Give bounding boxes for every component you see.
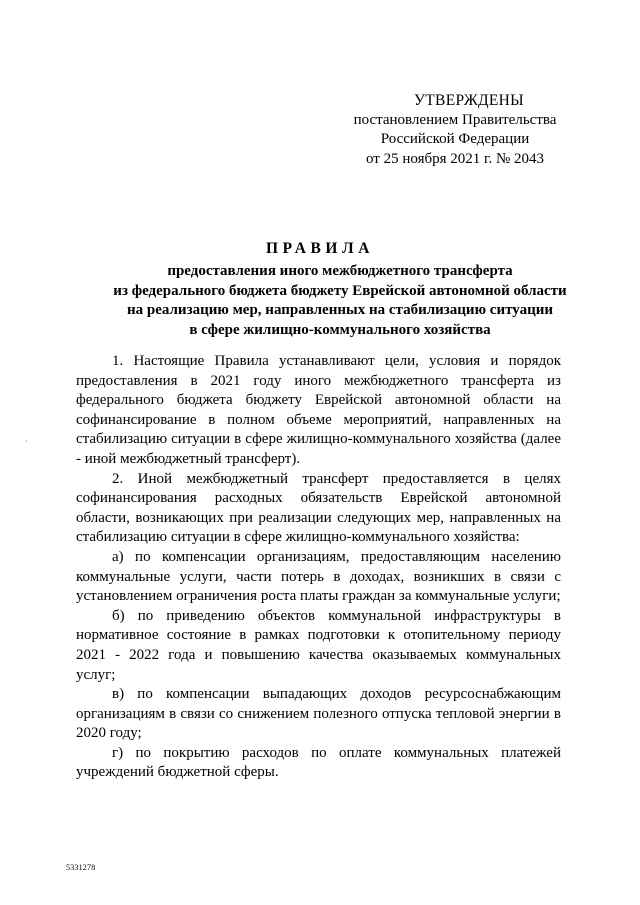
document-body (76, 352, 561, 783)
scan-mark (26, 440, 27, 442)
subtitle-line-1: предоставления иного межбюджетного трансферта (167, 263, 513, 279)
approval-block (340, 91, 570, 169)
subtitle-line-4: в сфере жилищно-коммунального хозяйства (189, 321, 491, 338)
approval-heading: УТВЕРЖДЕНЫ (414, 92, 524, 109)
paragraph-2b: б) по приведению объектов коммунальной инфраструктуры в нормативное состояние в рамках подготовки к отопительному периоду 2021 - 2022 года и повышению качества оказываемых коммунальных услуг; (76, 607, 561, 683)
paragraph-2: 2. Иной межбюджетный трансферт предоставляется в целях софинансирования расходных обязательств Еврейской автономной области, возникающих при реализации следующих мер, направленных на стабилизацию ситуации в сфере жилищно-коммунального хозяйства: (76, 470, 561, 546)
approval-line-1: постановлением Правительства (353, 111, 557, 128)
paragraph-1: 1. Настоящие Правила устанавливают цели, условия и порядок предоставления в 2021 году иного межбюджетного трансферта из федерального бюджета бюджету Еврейской автономной области на софинансирование в полном объеме мероприятий, направленных на стабилизацию ситуации в сфере жилищно-коммунального хозяйства (далее - иной межбюджетный трансферт). (76, 353, 561, 467)
paragraph-2c: в) по компенсации выпадающих доходов ресурсоснабжающим организациям в связи со снижением полезного отпуска тепловой энергии в 2020 году; (76, 686, 561, 742)
subtitle-line-3: на реализацию мер, направленных на стабилизацию ситуации (126, 302, 553, 319)
subtitle-line-2: из федерального бюджета бюджету Еврейской автономной области (113, 282, 567, 299)
approval-line-2: Российской Федерации (380, 131, 530, 147)
document-subtitle (60, 262, 620, 340)
approval-line-3: от 25 ноября 2021 г. № 2043 (365, 150, 545, 167)
paragraph-2d: г) по покрытию расходов по оплате коммунальных платежей учреждений бюджетной сферы. (76, 744, 561, 781)
document-title: ПРАВИЛА (265, 240, 375, 257)
paragraph-2a: а) по компенсации организациям, предоставляющим населению коммунальные услуги, части потерь в доходах, возникших в связи с установлением ограничения роста платы граждан за коммунальные услуги; (76, 548, 561, 605)
footer-code: 5331278 (66, 863, 96, 872)
